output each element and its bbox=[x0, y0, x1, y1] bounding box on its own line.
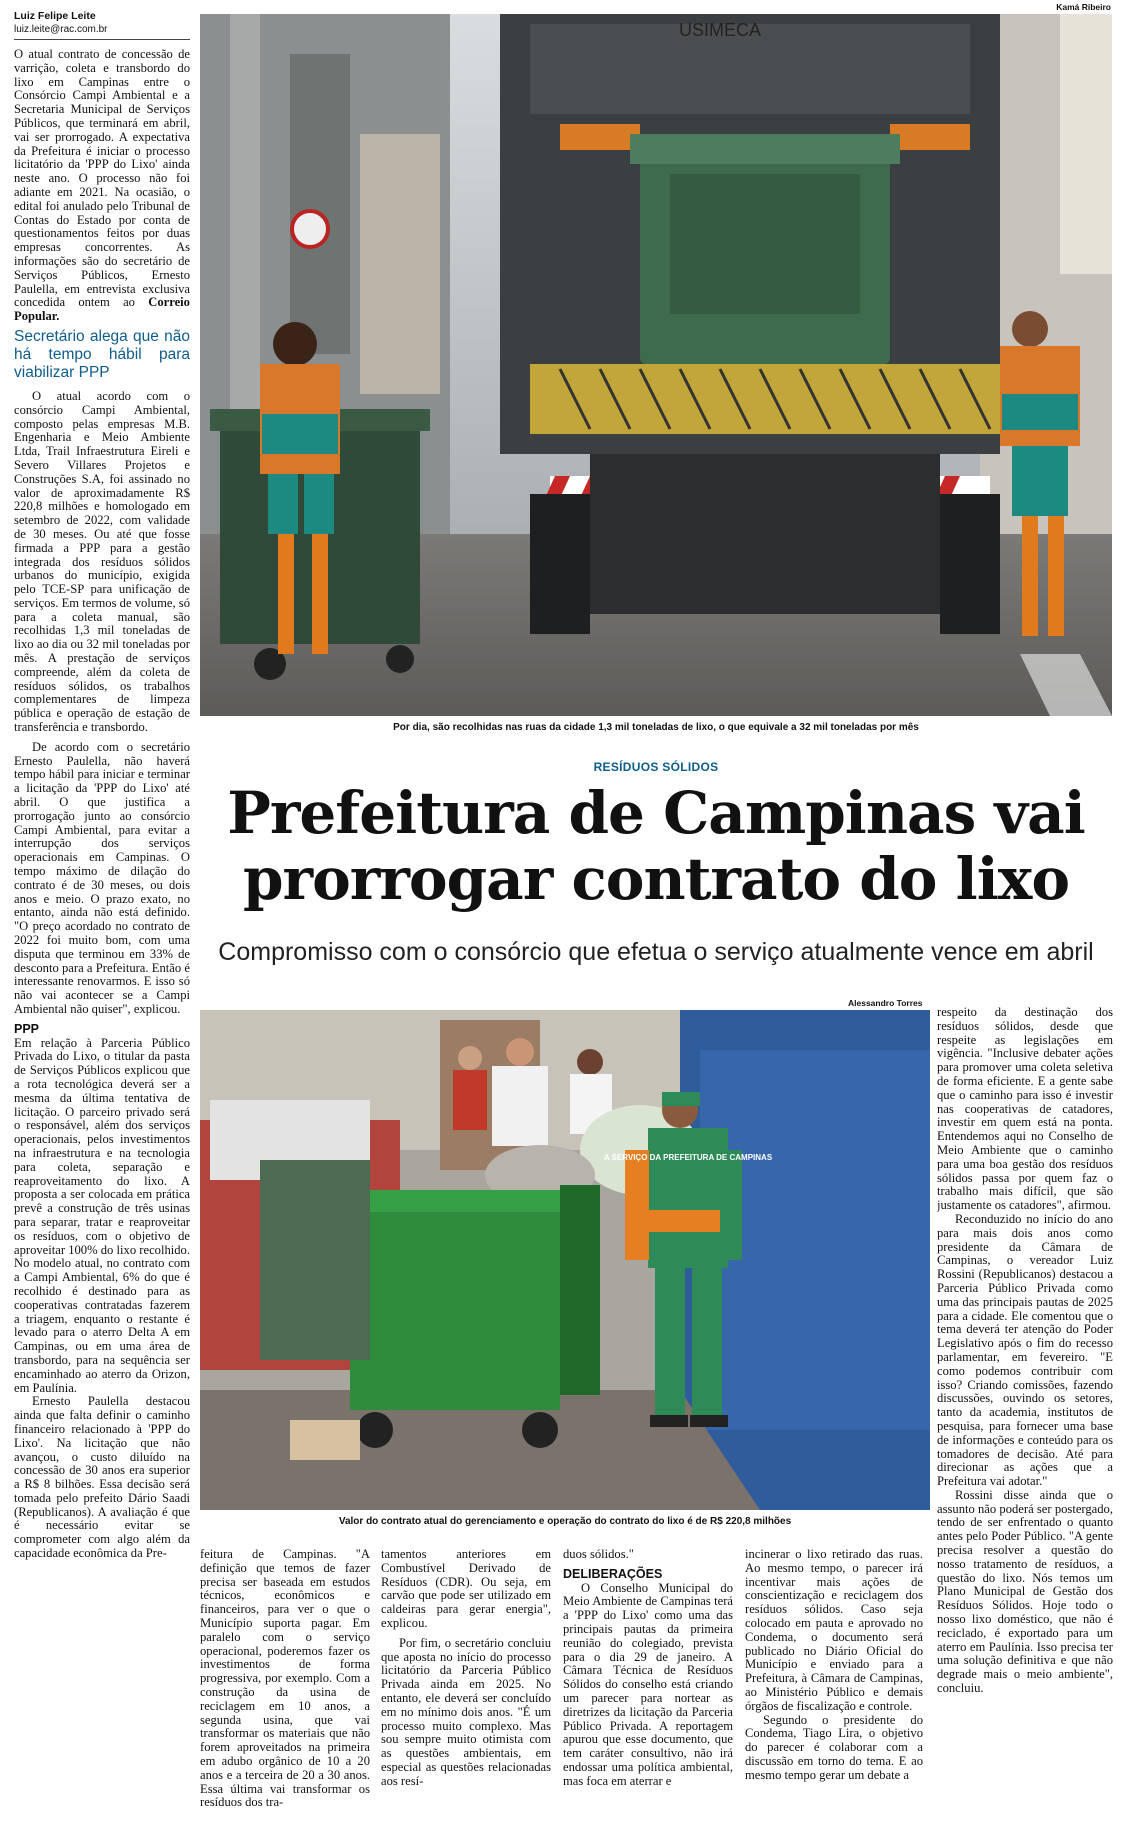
col6-paragraph-1: respeito da destinação dos resíduos sólidos, desde que respeite as legislações em vigência. "Inclusive debater ações para promover uma coleta seletiva de forma eficiente. E a gente sabe que o caminho para isso é investir nas cooperativas de catadores, investir em quem está na ponta. Entendemos aqui no Conselho de Meio Ambiente que o caminho para uma boa gestão dos resíduos sólidos passa por quem faz o trabalho mais difícil, que são justamente os catadores", afirmou. bbox=[937, 1006, 1113, 1213]
col4-paragraph-2: O Conselho Municipal do Meio Ambiente de Campinas terá a 'PPP do Lixo' como uma das principais pautas da primeira reunião do colegiado, prevista para o dia 29 de janeiro. A Câmara Técnica de Resíduos Sólidos do conselho está criando um parecer para nortear as diretrizes da licitação da Parceria Público Privada. A reportagem apurou que esse documento, que tem caráter consultivo, não irá endossar uma política ambiental, mas foca em aterrar e bbox=[563, 1580, 733, 1788]
column-2 bbox=[200, 1548, 370, 1830]
photo-bottom-credit: Alessandro Torres bbox=[848, 998, 923, 1008]
byline bbox=[14, 10, 190, 40]
col2-paragraph-1: feitura de Campinas. "A definição que temos de fazer precisa ser baseada em estudos técnicos, econômicos e financeiros, para ver o que o Município suporta pagar. Em paralelo com o serviço operacional, poderemos fazer os investimentos de forma progressiva, por exemplo. Com a construção da usina de reciclagem em 10 anos, a segunda usina, que vai transformar os materiais que não forem aproveitados na primeira em adubo orgânico de 10 a 20 anos e a terceira de 20 a 30 anos. Essa última vai transformar os resíduos dos tra- bbox=[200, 1548, 370, 1810]
col3-paragraph-2: Por fim, o secretário concluiu que aposta no início do processo licitatório da Parceria Público Privada ainda em 2025. No entanto, ele deverá ser concluído em no mínimo dois anos. "É um processo muito complexo. Mas sou sempre muito otimista com as questões ambientais, em especial as questões relacionadas aos resí- bbox=[381, 1635, 551, 1788]
truck-brand-text: USIMECA bbox=[678, 20, 762, 40]
minihead-ppp: PPP bbox=[14, 1021, 40, 1036]
col1-paragraph-2: O atual acordo com o consórcio Campi Ambiental, composto pelas empresas M.B. Engenharia e Meio Ambiente Ltda, Trail Infraestrutura Eireli e Severo Villares Projetos e Construções S.A, foi assinado no valor de aproximadamente R$ 220,8 milhões e homologado em setembro de 2022, com validade de 30 meses. Ou até que fosse firmada a PPP para a gestão integrada dos resíduos sólidos urbanos do município, exigida pelo TCE-SP para unificação de serviços. Em termos de volume, só para a coleta manual, são recolhidas 1,3 mil toneladas de lixo ao dia ou 32 mil toneladas por mês. A prestação de serviços compreende, além da coleta de resíduos sólidos, os trabalhos complementares de limpeza pública e operação de estação de transferência e transbordo. bbox=[14, 388, 190, 735]
street-worker-photo bbox=[200, 1010, 930, 1510]
col5-paragraph-1: incinerar o lixo retirado das ruas. Ao mesmo tempo, o parecer irá incentivar mais ações de conscientização e reciclagem dos resíduos sólidos. Caso seja colocado em pauta e aprovado no Condema, o documento será publicado no Diário Oficial do Município e enviado para a Prefeitura, à Câmara de Campinas, ao Ministério Público e demais órgãos de fiscalização e controle. bbox=[745, 1548, 923, 1713]
minihead-deliberacoes: DELIBERAÇÕES bbox=[563, 1566, 663, 1581]
headline-line-1: Prefeitura de Campinas vai bbox=[227, 779, 1085, 847]
col6-paragraph-3: Rossini disse ainda que o assunto não poderá ser postergado, tendo de ser enfrentado o quanto antes pelo Poder Público. "A gente precisa resolver a questão do nosso tratamento de resíduos, a questão do lixo. Nós temos um Plano Municipal de Gestão dos Resíduos Sólidos. Hoje todo o nosso lixo doméstico, que não é reciclado, é exportado para um aterro em Paulínia. Isso precisa ter uma solução definitiva e que não degrade mais o meio ambiente", concluiu. bbox=[937, 1487, 1113, 1696]
garbage-truck-photo bbox=[200, 14, 1112, 716]
col1-paragraph-4: Em relação à Parceria Público Privada do Lixo, o titular da pasta de Serviços Públicos explicou que a rota tecnológica deverá ser a mesma da última tentativa de licitação. O parceiro privado será o responsável, além dos serviços operacionais, pelos investimentos na infraestrutura e na tecnologia para coleta, separação e reaproveitamento do lixo. A proposta a ser colocada em prática prevê a construção de três usinas para separar, tratar e reaproveitar os resíduos, com o objetivo de aproveitar 100% do lixo recolhido. No modelo atual, no contrato com a Campi Ambiental, 6% do que é recolhido é destinado para as cooperativas contratadas fazerem a triagem, enquanto o restante é levado para o aterro Delta A em Campinas, ou em uma área de transbordo, para na sequência ser encaminhado ao aterro da Orizon, em Paulínia. bbox=[14, 1035, 190, 1395]
section-kicker: RESÍDUOS SÓLIDOS bbox=[593, 760, 719, 774]
vest-text: A SERVIÇO DA PREFEITURA DE CAMPINAS bbox=[603, 1153, 773, 1162]
col5-paragraph-2: Segundo o presidente do Condema, Tiago Lira, o objetivo do parecer é colaborar com a discussão em torno do tema. E ao mesmo tempo gerar um debate a bbox=[745, 1712, 923, 1782]
column-1 bbox=[14, 48, 190, 1828]
deck: Compromisso com o consórcio que efetua o serviço atualmente vence em abril bbox=[218, 938, 1094, 966]
col4-paragraph-1: duos sólidos." bbox=[563, 1548, 634, 1561]
photo-top-caption: Por dia, são recolhidas nas ruas da cidade 1,3 mil toneladas de lixo, o que equivale a 32 mil toneladas por mês bbox=[393, 722, 919, 733]
col1-paragraph-5: Ernesto Paulella destacou ainda que falta definir o caminho financeiro relacionado à 'PPP do Lixo'. Na licitação que não avançou, o custo diluído na concessão de 30 anos era superior a R$ 8 bilhões. Essa decisão será tomada pelo prefeito Dário Saadi (Republicanos). A avaliação é que é necessário evitar se comprometer com algo além da capacidade econômica da Pre- bbox=[14, 1394, 190, 1561]
headline-line-2: prorrogar contrato do lixo bbox=[242, 845, 1070, 913]
headline bbox=[200, 780, 1112, 912]
column-3 bbox=[381, 1548, 551, 1830]
photo-bottom-caption: Valor do contrato atual do gerenciamento e operação do contrato do lixo é de R$ 220,8 milhões bbox=[338, 1516, 792, 1527]
col6-paragraph-2: Reconduzido no início do ano para mais dois anos como presidente da Câmara de Campinas, o vereador Luiz Rossini (Republicanos) destacou a Parceria Público Privada como uma das principais pautas de 2025 para a cidade. Ele comentou que o tema deverá ter atenção do Poder Legislativo após o fim do recesso parlamentar, em fevereiro. "E como podemos contribuir com isso? Criando comissões, fazendo discussões, ouvindo os setores, tanto da academia, institutos de pesquisa, para fornecer uma base de informações e conteúdo para os tomadores de decisão. Até para direcionar as ações que a Prefeitura vai adotar." bbox=[937, 1211, 1113, 1489]
column-6 bbox=[937, 1006, 1113, 1830]
section-subhead: Secretário alega que não há tempo hábil para viabilizar PPP bbox=[14, 327, 190, 381]
byline-author: Luiz Felipe Leite bbox=[14, 10, 96, 22]
column-5 bbox=[745, 1548, 923, 1830]
photo-bottom bbox=[200, 1010, 930, 1510]
column-4 bbox=[563, 1548, 733, 1830]
byline-rule bbox=[14, 39, 190, 40]
byline-email: luiz.leite@rac.com.br bbox=[14, 24, 108, 35]
col1-paragraph-1: O atual contrato de concessão de varrição, coleta e transbordo do lixo em Campinas entre o Consórcio Campi Ambiental e a Secretaria Municipal de Serviços Públicos, que terminará em abril, vai ser prorrogado. A expectativa da Prefeitura é iniciar o processo licitatório da 'PPP do Lixo' ainda neste ano. O processo não foi adiante em 2021. Na ocasião, o edital foi anulado pelo Tribunal de Contas do Estado por conta de questionamentos feitos por duas empresas concorrentes. As informações são do secretário de Serviços Públicos, Ernesto Paulella, em entrevista exclusiva concedida ontem ao bbox=[14, 48, 190, 310]
col3-paragraph-1: tamentos anteriores em Combustível Derivado de Resíduos (CDR). Ou seja, em carvão que pode ser utilizado em caldeiras para gerar energia", explicou. bbox=[381, 1548, 551, 1630]
col1-paragraph-3: De acordo com o secretário Ernesto Paulella, não haverá tempo hábil para iniciar e terminar a licitação da 'PPP do Lixo' até abril. O que justifica a prorrogação junto ao consórcio Campi Ambiental, para evitar a interrupção dos serviços operacionais em Campinas. O tempo máximo de dilação do contrato é de 30 meses, ou dois anos e meio. O prazo exato, no entanto, ainda não está definido. "O preço acordado no contrato de 2022 foi muito bom, com uma disputa que terminou em 33% de desconto para a Prefeitura. Então é interessante renovarmos. E isso só não vai acontecer se a Campi Ambiental não quiser", explicou. bbox=[14, 739, 190, 1016]
col1-paragraph-1-bold: Correio Popular. bbox=[14, 295, 190, 324]
photo-top bbox=[200, 14, 1112, 716]
photo-top-credit: Kamá Ribeiro bbox=[1056, 2, 1111, 12]
